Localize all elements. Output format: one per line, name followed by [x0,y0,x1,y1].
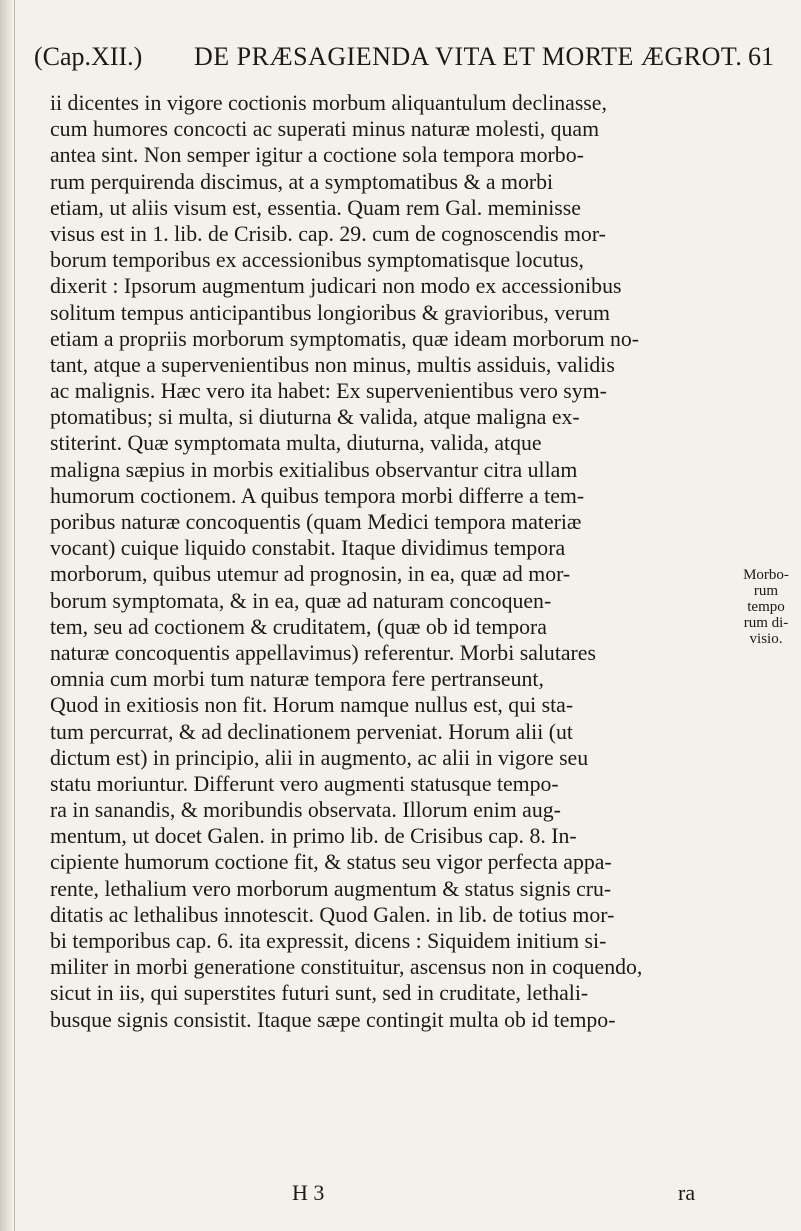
text-line: Quod in exitiosis non fit. Horum namque nullus est, qui sta- [50,693,574,718]
text-line: tem, seu ad coctionem & cruditatem, (quæ ob id tempora [50,614,547,639]
marginal-note-line: Morbo- [743,567,789,583]
body-text [50,90,730,1033]
text-line: poribus naturæ concoquentis (quam Medici tempora materiæ [50,510,582,534]
text-line: etiam, ut aliis visum est, essentia. Quam rem Gal. meminisse [50,195,581,220]
page-edge [0,0,12,1231]
running-header [34,42,774,82]
text-line: antea sint. Non semper igitur a coctione sola tempora morbo- [50,143,584,168]
running-title: DE PRÆSAGIENDA VITA ET MORTE ÆGROT. [194,42,743,71]
catchword: ra [678,1180,696,1205]
text-line: mentum, ut docet Galen. in primo lib. de Crisibus cap. 8. In- [50,824,577,849]
marginal-note-line: rum di- [743,615,789,631]
signature-mark: H 3 [292,1180,325,1205]
binding-fold [14,0,15,1231]
text-line: visus est in 1. lib. de Crisib. cap. 29. cum de cognoscendis mor- [50,221,606,246]
text-line: naturæ concoquentis appellavimus) referentur. Morbi salutares [50,640,596,665]
text-line: statu moriuntur. Differunt vero augmenti statusque tempo- [50,771,559,796]
text-line: rum perquirenda discimus, at a symptomatibus & a morbi [50,169,554,194]
text-line: cipiente humorum coctione fit, & status seu vigor perfecta appa- [50,850,612,875]
text-line: maligna sæpius in morbis exitialibus observantur citra ullam [50,457,578,482]
text-line: rente, lethalium vero morborum augmentum & status signis cru- [50,876,612,901]
text-line: tum percurrat, & ad declinationem perveniat. Horum alii (ut [50,719,573,744]
text-line: ii dicentes in vigore coctionis morbum aliquantulum declinasse, [50,91,607,115]
text-line: borum temporibus ex accessionibus symptomatisque locutus, [50,248,584,273]
text-line: ptomatibus; si multa, si diuturna & valida, atque maligna ex- [50,405,580,430]
text-line: ra in sanandis, & moribundis observata. Illorum enim aug- [50,798,561,823]
text-line: borum symptomata, & in ea, quæ ad naturam concoquen- [50,588,552,613]
text-line: busque signis consistit. Itaque sæpe contingit multa ob id tempo- [50,1007,616,1032]
marginal-note-line: visio. [749,631,783,647]
marginal-note-line: tempo [747,599,785,615]
page-number: 61 [748,42,774,71]
text-line: dixerit : Ipsorum augmentum judicari non modo ex accessionibus [50,274,622,299]
text-line: sicut in iis, qui superstites futuri sunt, sed in cruditate, lethali- [50,981,589,1006]
marginal-note [734,567,798,647]
text-line: tant, atque a supervenientibus non minus, multis assiduis, validis [50,352,615,377]
text-line: militer in morbi generatione constituitur, ascensus non in coquendo, [50,955,643,980]
text-line: morborum, quibus utemur ad prognosin, in ea, quæ ad mor- [50,562,571,587]
text-line: ac malignis. Hæc vero ita habet: Ex supervenientibus vero sym- [50,379,607,404]
text-line: vocant) cuique liquido constabit. Itaque dividimus tempora [50,536,566,561]
chapter-label: (Cap.XII.) [34,42,143,71]
marginal-note-line: rum [753,583,779,599]
text-line: stiterint. Quæ symptomata multa, diuturna, valida, atque [50,431,542,456]
text-line: bi temporibus cap. 6. ita expressit, dicens : Siquidem initium si- [50,929,607,953]
text-line: solitum tempus anticipantibus longioribus & gravioribus, verum [50,300,611,325]
text-line: omnia cum morbi tum naturæ tempora fere pertranseunt, [50,667,544,692]
text-line: cum humores concocti ac superati minus naturæ molesti, quam [50,117,600,142]
text-line: etiam a propriis morborum symptomatis, quæ ideam morborum no- [50,326,640,351]
text-line: ditatis ac lethalibus innotescit. Quod Galen. in lib. de totius mor- [50,902,615,927]
text-line: dictum est) in principio, alii in augmento, ac alii in vigore seu [50,745,589,770]
text-line: humorum coctionem. A quibus tempora morbi differre a tem- [50,483,585,508]
